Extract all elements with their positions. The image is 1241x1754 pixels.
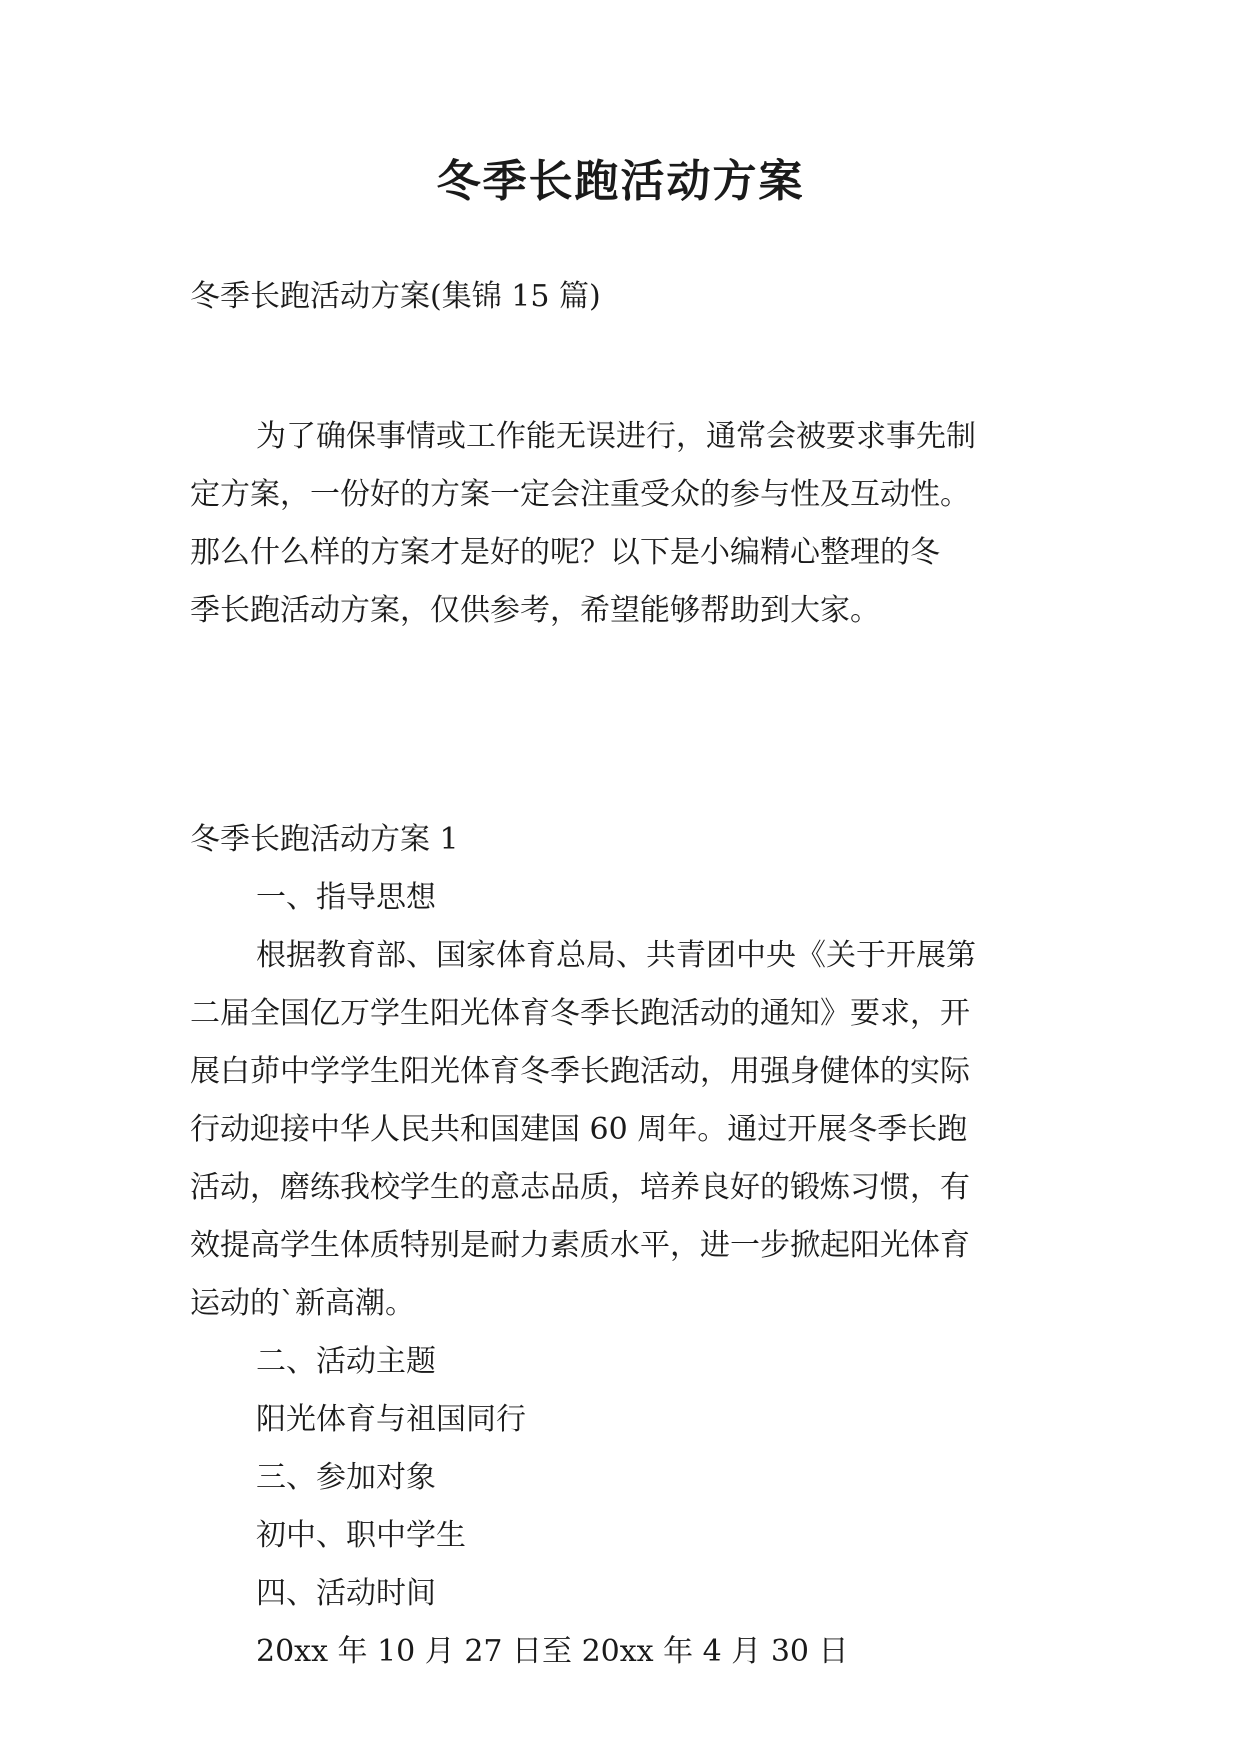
- paragraph-line: 行动迎接中华人民共和国建国 60 周年。通过开展冬季长跑: [190, 1112, 968, 1147]
- document-subtitle: 冬季长跑活动方案(集锦 15 篇): [190, 279, 601, 314]
- page-title: 冬季长跑活动方案: [436, 156, 805, 207]
- activity-time-text: 20xx 年 10 月 27 日至 20xx 年 4 月 30 日: [256, 1634, 849, 1669]
- paragraph-line: 效提高学生体质特别是耐力素质水平，进一步掀起阳光体育: [190, 1228, 970, 1263]
- intro-paragraph: [190, 408, 1090, 640]
- intro-line: 季长跑活动方案，仅供参考，希望能够帮助到大家。: [190, 593, 880, 628]
- section-1: [190, 811, 1090, 1681]
- participants-text: 初中、职中学生: [256, 1518, 466, 1553]
- intro-line: 定方案，一份好的方案一定会注重受众的参与性及互动性。: [190, 477, 970, 512]
- paragraph-line: 根据教育部、国家体育总局、共青团中央《关于开展第: [256, 938, 976, 973]
- paragraph-line: 展白茆中学学生阳光体育冬季长跑活动，用强身健体的实际: [190, 1054, 970, 1089]
- section-heading: 冬季长跑活动方案 1: [190, 822, 459, 857]
- heading-activity-time: 四、活动时间: [256, 1576, 436, 1611]
- activity-theme-text: 阳光体育与祖国同行: [256, 1402, 526, 1437]
- heading-activity-theme: 二、活动主题: [256, 1344, 436, 1379]
- intro-line: 那么什么样的方案才是好的呢？以下是小编精心整理的冬: [190, 535, 940, 570]
- heading-participants: 三、参加对象: [256, 1460, 436, 1495]
- paragraph-line: 二届全国亿万学生阳光体育冬季长跑活动的通知》要求，开: [190, 996, 970, 1031]
- heading-guiding-principle: 一、指导思想: [256, 880, 436, 915]
- paragraph-line: 运动的`新高潮。: [190, 1286, 415, 1321]
- paragraph-line: 活动，磨练我校学生的意志品质，培养良好的锻炼习惯，有: [190, 1170, 970, 1205]
- intro-line: 为了确保事情或工作能无误进行，通常会被要求事先制: [256, 419, 976, 454]
